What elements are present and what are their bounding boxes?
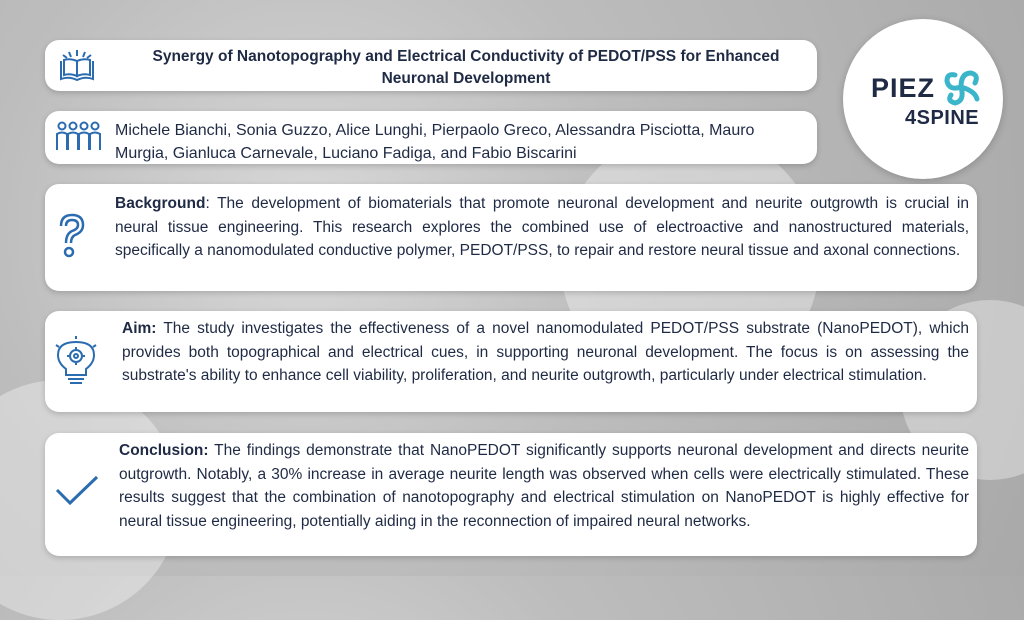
authors-card (45, 111, 817, 164)
aim-text: The study investigates the effectiveness of a novel nanomodulated PEDOT/PSS substrate (NanoPEDOT), which provides both topographical and electrical cues, in supporting neuronal development. The focus is on assessing the substrate's ability to enhance cell viability, proliferation, and neurite outgrowth, particularly under electrical stimulation. (122, 320, 969, 384)
background-text: : The development of biomaterials that promote neuronal development and neurite outgrowth is crucial in neural tissue engineering. This research explores the combined use of electroactive and nanostructured materials, specifically a nanomodulated conductive polymer, PEDOT/PSS, to repair and restore neural tissue and axonal connections. (115, 195, 969, 259)
logo-text-line2: 4SPINE (905, 107, 980, 129)
title-card (45, 40, 817, 91)
question-mark-icon (55, 212, 89, 260)
book-icon (57, 47, 97, 85)
background-label: Background (115, 195, 206, 212)
author-list: Michele Bianchi, Sonia Guzzo, Alice Lunghi, Pierpaolo Greco, Alessandra Pisciotta, Mauro Murgia, Gianluca Carnevale, Luciano Fadiga, and Fabio Biscarini (115, 122, 755, 162)
piez4spine-logo (843, 19, 1003, 179)
logo-text-line1: PIEZ (871, 73, 936, 103)
logo-spiral-icon (939, 65, 983, 109)
conclusion-text: The findings demonstrate that NanoPEDOT significantly supports neuronal development and directs neurite outgrowth. Notably, a 30% increase in average neurite length was observed when cells were electrically stimulated. These results suggest that the combination of nanotopography and electrical stimulation on NanoPEDOT is highly effective for neural tissue engineering, potentially aiding in the reconnection of impaired neural networks. (119, 442, 969, 530)
aim-card (45, 311, 977, 412)
background-card (45, 184, 977, 291)
background-paragraph (115, 192, 969, 263)
aim-label: Aim: (122, 320, 157, 337)
poster-title: Synergy of Nanotopography and Electrical Conductivity of PEDOT/PSS for Enhanced Neuronal Development (152, 48, 780, 87)
aim-paragraph (122, 317, 969, 388)
conclusion-card (45, 433, 977, 556)
lightbulb-gear-icon (53, 335, 99, 389)
checkmark-icon (54, 474, 100, 508)
conclusion-paragraph (119, 439, 969, 533)
people-group-icon (55, 120, 101, 154)
conclusion-label: Conclusion: (119, 442, 209, 459)
